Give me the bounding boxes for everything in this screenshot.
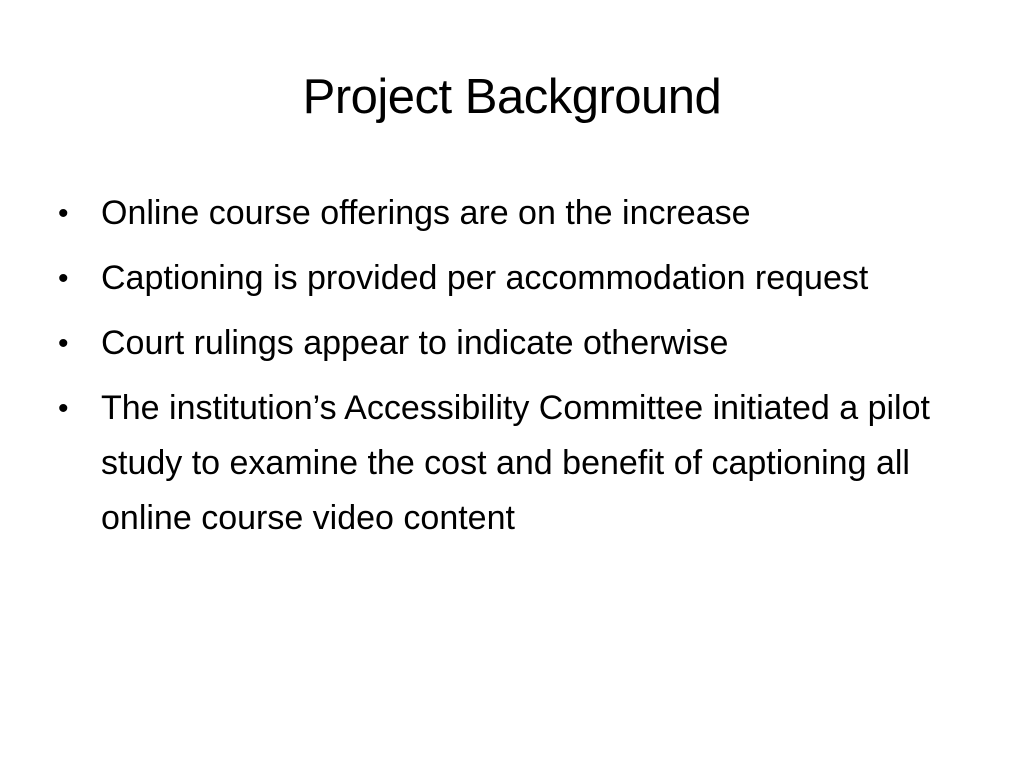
bullet-list xyxy=(58,186,958,556)
bullet-marker: • xyxy=(58,262,69,295)
bullet-item xyxy=(58,381,958,546)
bullet-text: Captioning is provided per accommodation request xyxy=(101,259,869,297)
slide-title: Project Background xyxy=(302,70,722,124)
bullet-text: Online course offerings are on the increase xyxy=(101,194,751,232)
bullet-item xyxy=(58,316,958,371)
bullet-item xyxy=(58,251,958,306)
bullet-text: Court rulings appear to indicate otherwise xyxy=(101,324,729,362)
bullet-marker: • xyxy=(58,327,69,360)
bullet-marker: • xyxy=(58,392,69,425)
bullet-text: The institution’s Accessibility Committee initiated a pilot study to examine the cost and benefit of captioning all online course video content xyxy=(101,389,930,537)
bullet-marker: • xyxy=(58,197,69,230)
bullet-item xyxy=(58,186,958,241)
